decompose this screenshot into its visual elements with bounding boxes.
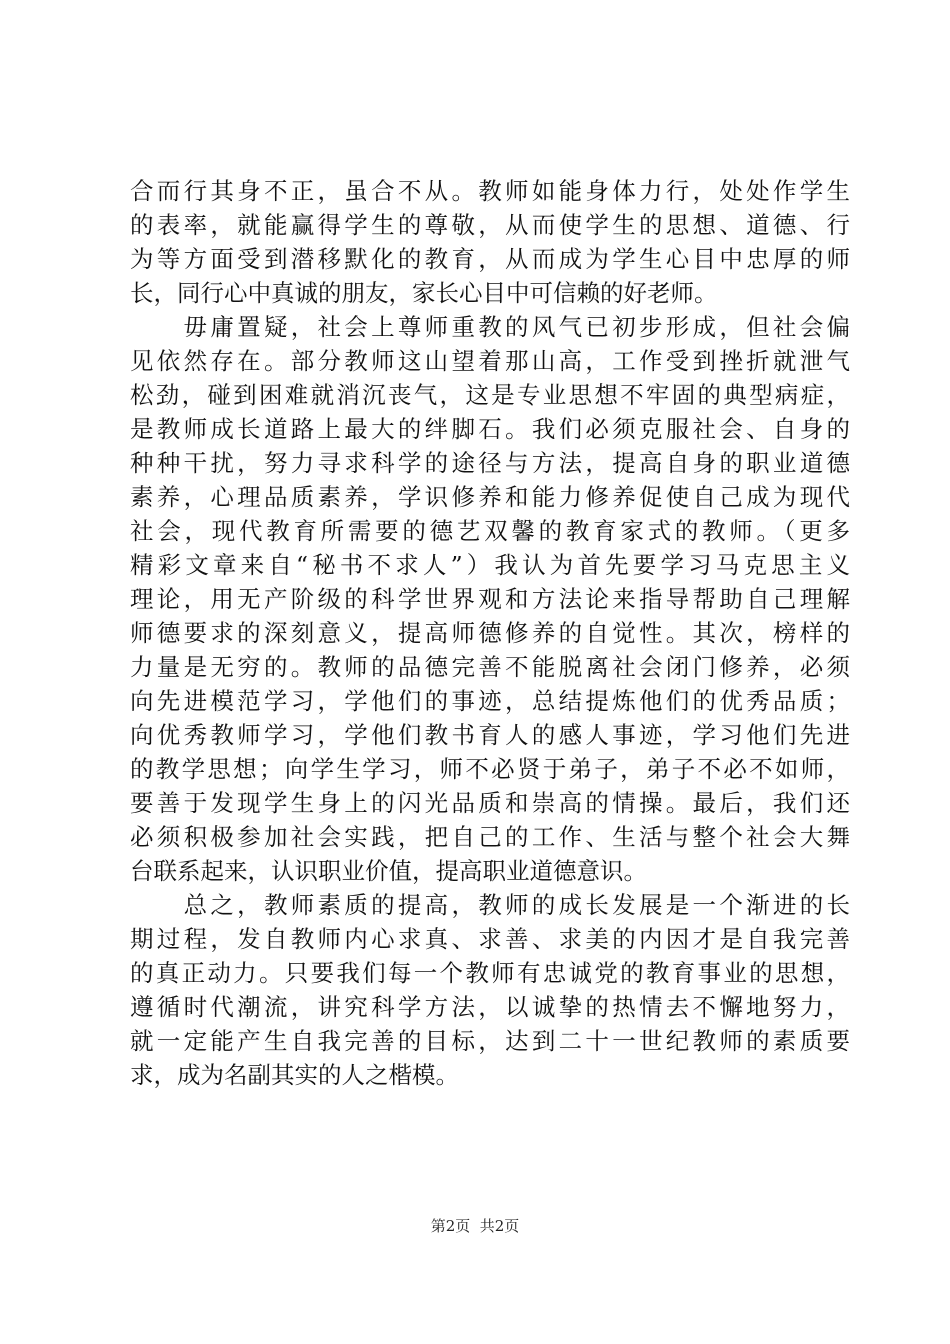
text-line: 遵循时代潮流，讲究科学方法，以诚挚的热情去不懈地努力， <box>130 993 850 1021</box>
text-line: 台联系起来，认识职业价值，提高职业道德意识。 <box>130 857 647 885</box>
text-line: 的表率，就能赢得学生的尊敬，从而使学生的思想、道德、行 <box>130 211 850 239</box>
text-line: 向优秀教师学习，学他们教书育人的感人事迹，学习他们先进 <box>130 721 850 749</box>
text-line: 见依然存在。部分教师这山望着那山高，工作受到挫折就泄气 <box>130 347 850 375</box>
text-line: 理论，用无产阶级的科学世界观和方法论来指导帮助自己理解 <box>130 585 850 613</box>
text-line: 要善于发现学生身上的闪光品质和崇高的情操。最后，我们还 <box>130 789 850 817</box>
page-footer <box>0 1216 950 1236</box>
text-line: 求，成为名副其实的人之楷模。 <box>130 1061 459 1089</box>
text-line: 长，同行心中真诚的朋友，家长心目中可信赖的好老师。 <box>130 279 718 307</box>
text-line: 素养，心理品质素养，学识修养和能力修养促使自己成为现代 <box>130 483 850 511</box>
text-line: 社会，现代教育所需要的德艺双馨的教育家式的教师。（更多 <box>130 517 850 545</box>
text-line: 为等方面受到潜移默化的教育，从而成为学生心目中忠厚的师 <box>130 245 850 273</box>
text-line: 种种干扰，努力寻求科学的途径与方法，提高自身的职业道德 <box>130 449 850 477</box>
text-line: 期过程，发自教师内心求真、求善、求美的内因才是自我完善 <box>130 925 850 953</box>
text-line: 总之，教师素质的提高，教师的成长发展是一个渐进的长 <box>130 891 850 919</box>
text-line: 师德要求的深刻意义，提高师德修养的自觉性。其次，榜样的 <box>130 619 850 647</box>
text-line: 毋庸置疑，社会上尊师重教的风气已初步形成，但社会偏 <box>130 313 850 341</box>
text-line: 就一定能产生自我完善的目标，达到二十一世纪教师的素质要 <box>130 1027 850 1055</box>
text-line: 精彩文章来自“秘书不求人”）我认为首先要学习马克思主义 <box>130 551 850 579</box>
text-line: 的教学思想；向学生学习，师不必贤于弟子，弟子不必不如师， <box>130 755 850 783</box>
text-line: 的真正动力。只要我们每一个教师有忠诚党的教育事业的思想， <box>130 959 850 987</box>
text-line: 力量是无穷的。教师的品德完善不能脱离社会闭门修养，必须 <box>130 653 850 681</box>
text-line: 向先进模范学习，学他们的事迹，总结提炼他们的优秀品质； <box>130 687 850 715</box>
page-number: 第2页 共2页 <box>430 1217 520 1235</box>
text-line: 松劲，碰到困难就消沉丧气，这是专业思想不牢固的典型病症， <box>130 381 850 409</box>
text-line: 合而行其身不正，虽合不从。教师如能身体力行，处处作学生 <box>130 177 850 205</box>
body-text <box>130 174 850 1092</box>
text-line: 必须积极参加社会实践，把自己的工作、生活与整个社会大舞 <box>130 823 850 851</box>
text-line: 是教师成长道路上最大的绊脚石。我们必须克服社会、自身的 <box>130 415 850 443</box>
